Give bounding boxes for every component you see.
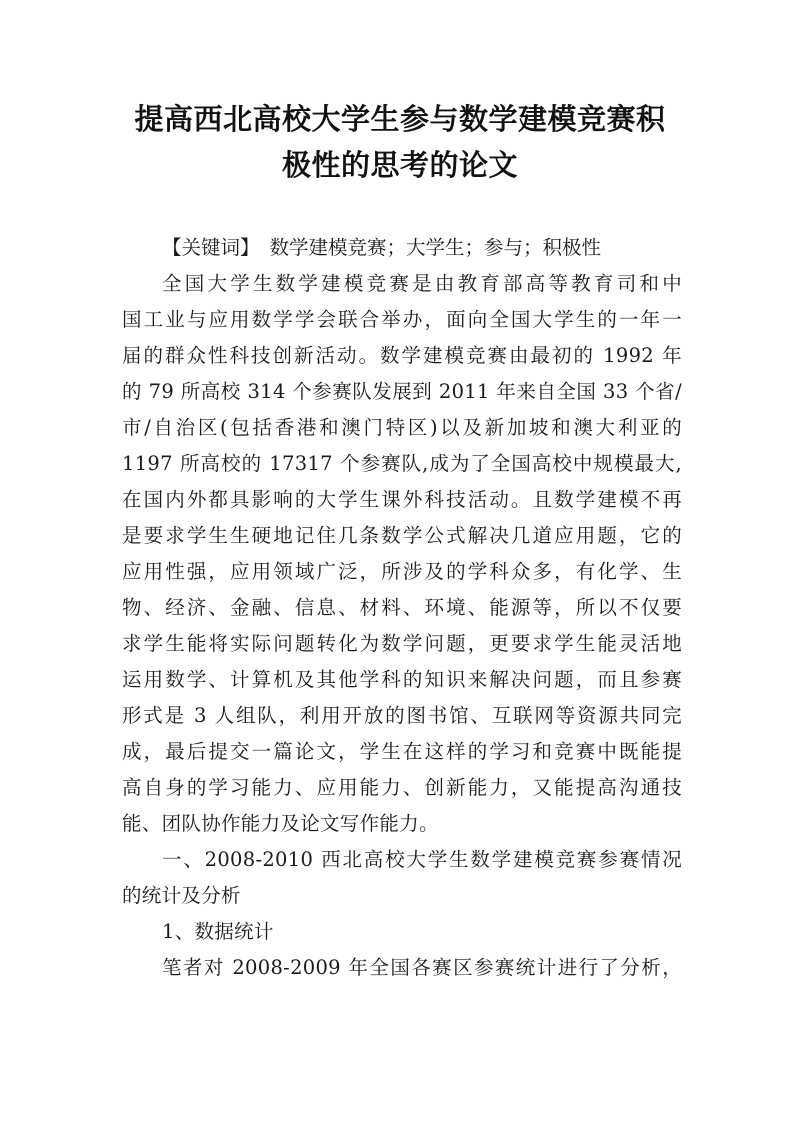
paragraph-line: 应用性强，应用领域广泛，所涉及的学科众多，有化学、生 — [122, 560, 682, 583]
paragraph-line: 物、经济、金融、信息、材料、环境、能源等，所以不仅要 — [122, 596, 682, 619]
paragraph-line: 全国大学生数学建模竞赛是由教育部高等教育司和中 — [162, 272, 682, 295]
subsection-heading-line: 1、数据统计 — [162, 920, 274, 943]
document-title — [100, 96, 700, 188]
paragraph-statistics — [122, 950, 682, 986]
section-heading-line: 一、2008-2010 西北高校大学生数学建模竞赛参赛情况 — [162, 848, 682, 871]
paragraph-line: 届的群众性科技创新活动。数学建模竞赛由最初的 1992 年 — [122, 344, 682, 367]
paragraph-line: 1197 所高校的 17317 个参赛队,成为了全国高校中规模最大, — [122, 452, 682, 475]
keywords-row — [122, 230, 682, 266]
section-heading-1 — [122, 842, 682, 914]
document-body — [122, 230, 682, 986]
paragraph-line: 市/自治区(包括香港和澳门特区)以及新加坡和澳大利亚的 — [122, 416, 682, 439]
paragraph-line: 高自身的学习能力、应用能力、创新能力，又能提高沟通技 — [122, 776, 682, 799]
section-heading-line: 的统计及分析 — [122, 884, 241, 907]
paragraph-line: 在国内外都具影响的大学生课外科技活动。且数学建模不再 — [122, 488, 682, 511]
paragraph-line: 能、团队协作能力及论文写作能力。 — [122, 812, 439, 835]
paragraph-line: 的 79 所高校 314 个参赛队发展到 2011 年来自全国 33 个省/ — [122, 380, 682, 403]
keywords-terms: 数学建模竞赛；大学生；参与；积极性 — [269, 236, 602, 259]
paragraph-line: 形式是 3 人组队，利用开放的图书馆、互联网等资源共同完 — [122, 704, 682, 727]
subsection-heading-1 — [122, 914, 682, 950]
paragraph-line: 是要求学生生硬地记住几条数学公式解决几道应用题，它的 — [122, 524, 682, 547]
paragraph-intro — [122, 266, 682, 842]
paragraph-line: 成，最后提交一篇论文，学生在这样的学习和竞赛中既能提 — [122, 740, 682, 763]
paragraph-line: 笔者对 2008-2009 年全国各赛区参赛统计进行了分析， — [162, 956, 682, 979]
paragraph-line: 求学生能将实际问题转化为数学问题，更要求学生能灵活地 — [122, 632, 682, 655]
paragraph-line: 运用数学、计算机及其他学科的知识来解决问题，而且参赛 — [122, 668, 682, 691]
keywords-label: 【关键词】 — [162, 236, 260, 259]
paragraph-line: 国工业与应用数学学会联合举办，面向全国大学生的一年一 — [122, 308, 682, 331]
title-line-1: 提高西北高校大学生参与数学建模竞赛积 — [134, 102, 666, 136]
title-line-2: 极性的思考的论文 — [281, 148, 518, 182]
